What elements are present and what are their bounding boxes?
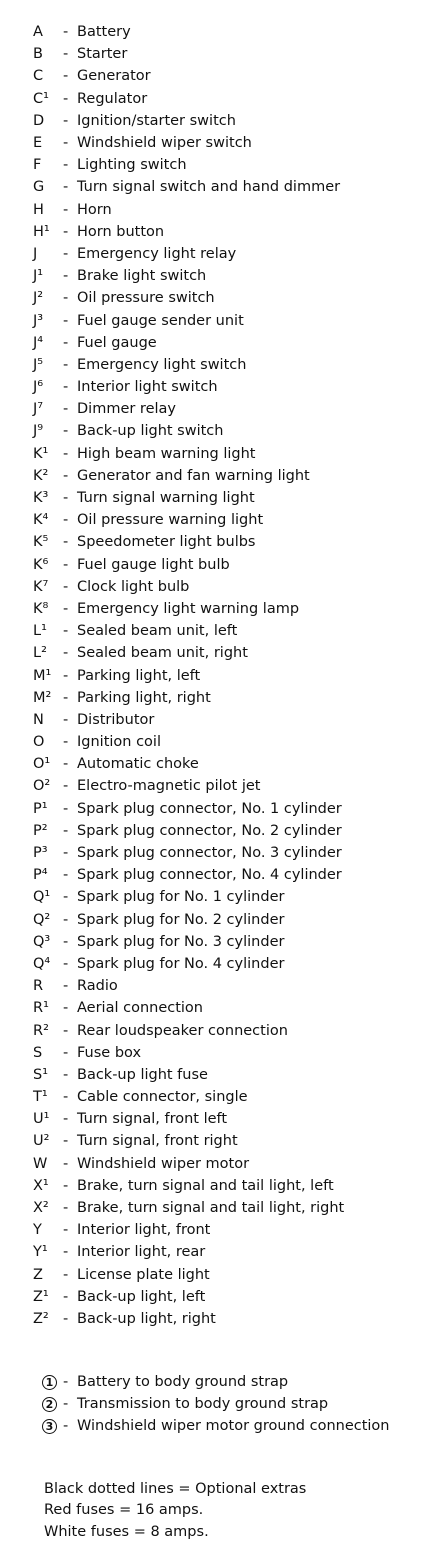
legend-separator: - [63,734,69,751]
legend-row [33,731,344,753]
ground-connections-legend [42,1371,390,1438]
legend-row [33,199,344,221]
legend-description: Generator [77,68,151,85]
legend-row [33,443,344,465]
legend-row [33,487,344,509]
legend-code: Y [33,1222,42,1239]
ground-separator: - [63,1396,69,1413]
legend-separator: - [63,1000,69,1017]
legend-code: D [33,112,45,129]
note-line: White fuses = 8 amps. [44,1523,209,1540]
legend-description: Spark plug connector, No. 2 cylinder [77,822,342,839]
legend-row [33,842,344,864]
legend-separator: - [63,1288,69,1305]
legend-separator: - [63,578,69,595]
legend-code: Y¹ [33,1244,48,1261]
legend-row [33,221,344,243]
legend-description: Emergency light switch [77,356,247,373]
legend-description: Back-up light switch [77,423,224,440]
legend-code: K⁷ [33,578,49,595]
legend-row [33,1130,344,1152]
legend-description: Spark plug connector, No. 1 cylinder [77,800,342,817]
legend-code: W [33,1155,48,1172]
legend-code: J⁷ [33,401,44,418]
legend-description: Spark plug for No. 4 cylinder [77,955,285,972]
legend-code: U² [33,1133,50,1150]
legend-separator: - [63,312,69,329]
legend-description: Fuse box [77,1044,142,1061]
legend-separator: - [63,223,69,240]
legend-row [33,1197,344,1219]
legend-code: F [33,157,42,174]
legend-description: Back-up light fuse [77,1066,208,1083]
legend-row [33,864,344,886]
legend-row [33,953,344,975]
legend-separator: - [63,645,69,662]
legend-separator: - [63,711,69,728]
legend-row [33,287,344,309]
legend-code: P¹ [33,800,48,817]
legend-description: Ignition/starter switch [77,112,236,129]
legend-code: J⁵ [33,356,44,373]
legend-code: Z² [33,1310,49,1327]
legend-code: H¹ [33,223,50,240]
legend-description: Sealed beam unit, left [77,623,238,640]
legend-separator: - [63,534,69,551]
legend-code: J⁶ [33,379,44,396]
ground-description: Transmission to body ground strap [77,1396,329,1413]
legend-row [33,909,344,931]
circled-number-icon: 2 [42,1397,57,1412]
legend-code: O¹ [33,756,51,773]
legend-row [33,1286,344,1308]
legend-row [33,687,344,709]
legend-row [33,154,344,176]
legend-code: Q² [33,911,51,928]
legend-separator: - [63,845,69,862]
legend-row [33,642,344,664]
legend-description: Back-up light, left [77,1288,206,1305]
legend-separator: - [63,822,69,839]
legend-separator: - [63,490,69,507]
legend-code: O [33,734,45,751]
legend-row [33,598,344,620]
legend-description: Spark plug for No. 2 cylinder [77,911,285,928]
legend-separator: - [63,756,69,773]
legend-code: P² [33,822,48,839]
legend-row [33,509,344,531]
legend-separator: - [63,24,69,41]
legend-row [33,398,344,420]
legend-description: Cable connector, single [77,1089,248,1106]
legend-separator: - [63,201,69,218]
legend-description: Dimmer relay [77,401,176,418]
legend-separator: - [63,1022,69,1039]
legend-description: Parking light, right [77,689,211,706]
legend-separator: - [63,1244,69,1261]
legend-row [33,753,344,775]
legend-row [33,1153,344,1175]
legend-description: Spark plug for No. 1 cylinder [77,889,285,906]
legend-code: T¹ [33,1089,48,1106]
legend-description: Brake light switch [77,268,207,285]
legend-code: S¹ [33,1066,49,1083]
ground-row [42,1415,390,1437]
legend-description: Generator and fan warning light [77,467,310,484]
legend-code: R¹ [33,1000,49,1017]
legend-separator: - [63,933,69,950]
legend-code: Q¹ [33,889,51,906]
legend-code: P⁴ [33,867,48,884]
legend-code: O² [33,778,51,795]
legend-separator: - [63,356,69,373]
legend-code: J⁹ [33,423,44,440]
legend-description: Brake, turn signal and tail light, left [77,1177,334,1194]
legend-row [33,664,344,686]
legend-description: Electro-magnetic pilot jet [77,778,261,795]
ground-separator: - [63,1418,69,1435]
legend-separator: - [63,867,69,884]
legend-code: S [33,1044,43,1061]
legend-description: Spark plug connector, No. 4 cylinder [77,867,342,884]
legend-code: K¹ [33,445,49,462]
legend-separator: - [63,1089,69,1106]
legend-row [33,354,344,376]
legend-separator: - [63,1066,69,1083]
legend-row [33,132,344,154]
legend-row [33,820,344,842]
legend-separator: - [63,600,69,617]
legend-separator: - [63,157,69,174]
legend-code: X¹ [33,1177,49,1194]
legend-description: Brake, turn signal and tail light, right [77,1200,345,1217]
legend-code: K² [33,467,49,484]
legend-description: Regulator [77,90,148,107]
legend-description: Aerial connection [77,1000,203,1017]
legend-row [33,886,344,908]
legend-row [33,1042,344,1064]
legend-code: Z [33,1266,43,1283]
legend-separator: - [63,955,69,972]
legend-description: Turn signal warning light [77,490,255,507]
ground-description: Battery to body ground strap [77,1374,289,1391]
legend-row [33,43,344,65]
legend-description: Lighting switch [77,157,187,174]
legend-description: Windshield wiper switch [77,135,252,152]
legend-description: Windshield wiper motor [77,1155,250,1172]
legend-separator: - [63,46,69,63]
legend-row [33,620,344,642]
legend-code: L² [33,645,47,662]
legend-separator: - [63,135,69,152]
legend-row [33,1308,344,1330]
legend-description: Fuel gauge light bulb [77,556,230,573]
legend-description: Spark plug connector, No. 3 cylinder [77,845,342,862]
legend-description: Fuel gauge [77,334,157,351]
legend-row [33,65,344,87]
legend-separator: - [63,512,69,529]
legend-description: Back-up light, right [77,1310,216,1327]
legend-separator: - [63,467,69,484]
legend-code: J⁴ [33,334,44,351]
legend-description: Turn signal switch and hand dimmer [77,179,341,196]
legend-description: Spark plug for No. 3 cylinder [77,933,285,950]
legend-separator: - [63,379,69,396]
legend-description: Emergency light warning lamp [77,600,300,617]
legend-code: B [33,46,43,63]
legend-code: Q⁴ [33,955,51,972]
legend-separator: - [63,911,69,928]
legend-description: Rear loudspeaker connection [77,1022,288,1039]
legend-separator: - [63,1111,69,1128]
legend-code: G [33,179,45,196]
legend-separator: - [63,179,69,196]
legend-separator: - [63,1177,69,1194]
legend-row [33,1264,344,1286]
legend-separator: - [63,1266,69,1283]
ground-row [42,1393,390,1415]
legend-row [33,1219,344,1241]
legend-row [33,309,344,331]
legend-description: Sealed beam unit, right [77,645,248,662]
legend-code: R [33,978,44,995]
legend-code: C [33,68,44,85]
legend-separator: - [63,1155,69,1172]
notes-section [44,1478,306,1543]
legend-description: Clock light bulb [77,578,190,595]
legend-description: Interior light, rear [77,1244,206,1261]
legend-code: L¹ [33,623,47,640]
legend-row [33,775,344,797]
legend-separator: - [63,90,69,107]
legend-code: J³ [33,312,44,329]
legend-row [33,975,344,997]
legend-row [33,798,344,820]
legend-description: Interior light, front [77,1222,211,1239]
legend-row [33,931,344,953]
legend-description: Horn [77,201,112,218]
legend-separator: - [63,245,69,262]
legend-row [33,1086,344,1108]
legend-separator: - [63,1044,69,1061]
legend-description: High beam warning light [77,445,256,462]
legend-description: Starter [77,46,128,63]
legend-code: X² [33,1200,49,1217]
legend-row [33,332,344,354]
legend-separator: - [63,1310,69,1327]
legend-description: Horn button [77,223,165,240]
legend-description: Fuel gauge sender unit [77,312,244,329]
legend-row [33,243,344,265]
legend-separator: - [63,556,69,573]
legend-separator: - [63,268,69,285]
legend-description: Parking light, left [77,667,201,684]
legend-row [33,709,344,731]
legend-description: Oil pressure warning light [77,512,264,529]
component-legend [33,21,344,1330]
legend-separator: - [63,1200,69,1217]
legend-code: M¹ [33,667,52,684]
legend-code: Z¹ [33,1288,49,1305]
legend-separator: - [63,401,69,418]
legend-row [33,420,344,442]
legend-row [33,465,344,487]
legend-code: J² [33,290,44,307]
note-line: Black dotted lines = Optional extras [44,1480,307,1497]
legend-row [33,997,344,1019]
legend-row [33,576,344,598]
legend-description: Oil pressure switch [77,290,215,307]
legend-code: U¹ [33,1111,50,1128]
legend-description: License plate light [77,1266,210,1283]
legend-code: E [33,135,43,152]
circled-number-icon: 3 [42,1419,57,1434]
legend-code: H [33,201,44,218]
legend-row [33,1241,344,1263]
legend-separator: - [63,623,69,640]
legend-code: M² [33,689,52,706]
legend-code: K⁸ [33,600,49,617]
legend-row [33,1175,344,1197]
legend-separator: - [63,667,69,684]
legend-code: K⁴ [33,512,49,529]
legend-code: K⁵ [33,534,49,551]
legend-code: C¹ [33,90,49,107]
legend-code: Q³ [33,933,51,950]
legend-separator: - [63,112,69,129]
legend-row [33,1019,344,1041]
legend-separator: - [63,800,69,817]
legend-code: A [33,24,43,41]
circled-number-icon: 1 [42,1375,57,1390]
legend-row [33,531,344,553]
note-line: Red fuses = 16 amps. [44,1502,204,1519]
legend-description: Automatic choke [77,756,199,773]
legend-code: R² [33,1022,49,1039]
legend-code: P³ [33,845,48,862]
legend-code: J¹ [33,268,44,285]
legend-separator: - [63,334,69,351]
ground-separator: - [63,1374,69,1391]
legend-separator: - [63,290,69,307]
legend-description: Interior light switch [77,379,218,396]
legend-separator: - [63,423,69,440]
legend-row [33,1108,344,1130]
legend-description: Emergency light relay [77,245,237,262]
legend-description: Turn signal, front right [77,1133,238,1150]
legend-row [33,265,344,287]
legend-separator: - [63,1133,69,1150]
ground-row [42,1371,390,1393]
legend-separator: - [63,1222,69,1239]
legend-code: K³ [33,490,49,507]
legend-separator: - [63,445,69,462]
legend-row [33,554,344,576]
legend-row [33,376,344,398]
legend-row [33,1064,344,1086]
legend-row [33,110,344,132]
legend-description: Speedometer light bulbs [77,534,256,551]
legend-description: Turn signal, front left [77,1111,228,1128]
legend-code: N [33,711,44,728]
legend-separator: - [63,978,69,995]
legend-separator: - [63,778,69,795]
legend-code: J [33,245,38,262]
legend-row [33,88,344,110]
legend-separator: - [63,889,69,906]
ground-description: Windshield wiper motor ground connection [77,1418,390,1435]
legend-description: Battery [77,24,131,41]
legend-description: Radio [77,978,118,995]
legend-row [33,21,344,43]
legend-code: K⁶ [33,556,49,573]
legend-description: Distributor [77,711,155,728]
legend-description: Ignition coil [77,734,161,751]
legend-row [33,176,344,198]
legend-separator: - [63,68,69,85]
legend-separator: - [63,689,69,706]
